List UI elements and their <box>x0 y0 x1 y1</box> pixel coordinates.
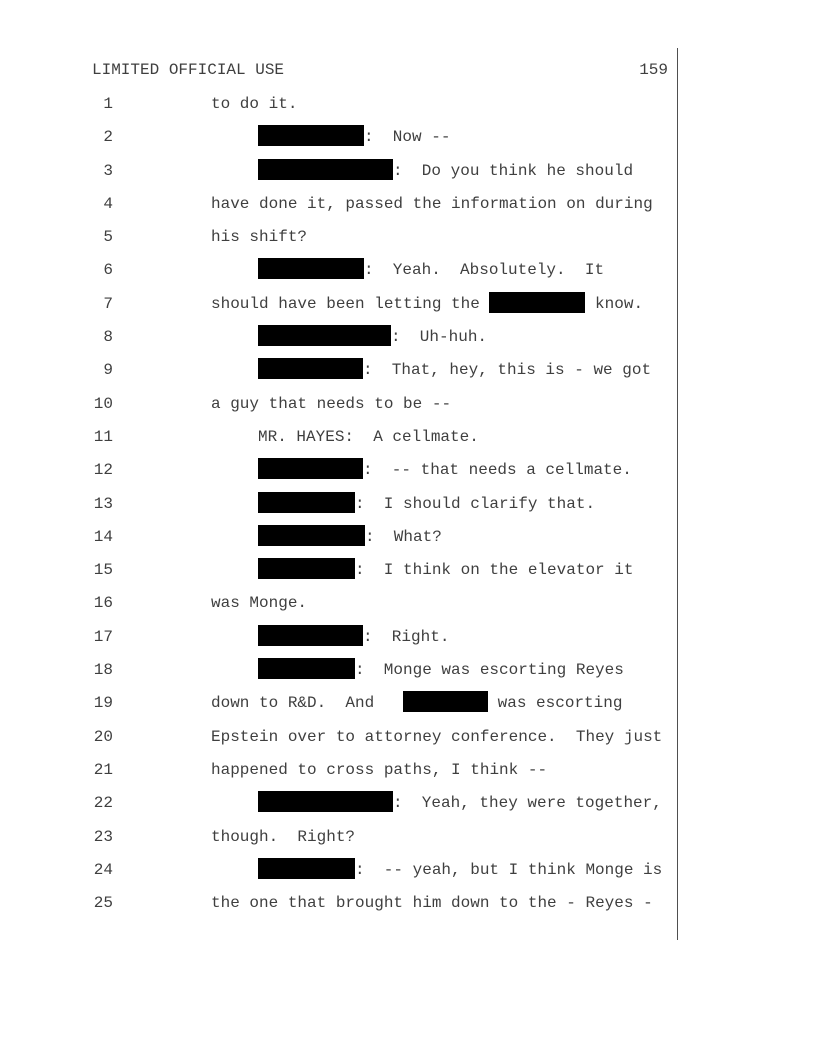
transcript-line <box>92 421 692 454</box>
transcript-line <box>92 521 692 554</box>
line-number: 23 <box>93 827 113 846</box>
redaction-bar <box>258 125 364 146</box>
transcript-line <box>92 388 692 421</box>
transcript-line <box>92 121 692 154</box>
line-text: Epstein over to attorney conference. They just <box>211 727 663 746</box>
line-text: : -- yeah, but I think Monge is <box>258 854 662 887</box>
redaction-bar <box>489 292 585 313</box>
line-number: 11 <box>93 427 113 446</box>
transcript-line <box>92 354 692 387</box>
redaction-bar <box>258 258 364 279</box>
line-number: 20 <box>93 727 113 746</box>
line-number: 10 <box>93 394 113 413</box>
line-text: : Uh-huh. <box>258 321 487 354</box>
line-number: 25 <box>93 894 113 913</box>
line-number: 14 <box>93 527 113 546</box>
classification-marking: LIMITED OFFICIAL USE <box>92 61 285 79</box>
line-number: 2 <box>103 128 113 147</box>
line-number: 9 <box>103 361 113 380</box>
line-number: 3 <box>103 161 113 180</box>
transcript-line <box>92 88 692 121</box>
transcript-line <box>92 488 692 521</box>
line-text: happened to cross paths, I think -- <box>211 760 548 779</box>
transcript-line <box>92 587 692 620</box>
line-number: 24 <box>93 860 113 879</box>
redaction-bar <box>258 525 365 546</box>
line-number: 21 <box>93 760 113 779</box>
transcript-line <box>92 621 692 654</box>
redaction-bar <box>258 325 391 346</box>
line-text: to do it. <box>211 95 298 113</box>
transcript-line <box>92 188 692 221</box>
line-text: MR. HAYES: A cellmate. <box>258 427 479 446</box>
line-number: 19 <box>93 694 113 713</box>
transcript-line <box>92 554 692 587</box>
transcript-line <box>92 887 692 920</box>
line-text: the one that brought him down to the - Reyes - <box>211 894 653 913</box>
line-number: 6 <box>103 261 113 280</box>
redaction-bar <box>258 658 355 679</box>
line-text: : -- that needs a cellmate. <box>258 454 632 487</box>
line-number: 7 <box>103 294 113 313</box>
transcript-lines <box>92 88 692 920</box>
transcript-line <box>92 787 692 820</box>
redaction-bar <box>403 691 488 712</box>
redaction-bar <box>258 458 363 479</box>
transcript-line <box>92 687 692 720</box>
transcript-line <box>92 221 692 254</box>
transcript-line <box>92 155 692 188</box>
transcript-line <box>92 854 692 887</box>
redaction-bar <box>258 159 393 180</box>
line-number: 4 <box>103 194 113 213</box>
line-number: 15 <box>93 561 113 580</box>
line-text: : I think on the elevator it <box>258 554 633 587</box>
line-number: 8 <box>103 328 113 347</box>
line-text: : Right. <box>258 621 449 654</box>
line-text: : Do you think he should <box>258 155 633 188</box>
line-number: 16 <box>93 594 113 613</box>
redaction-bar <box>258 558 355 579</box>
transcript-line <box>92 721 692 754</box>
line-text: : That, hey, this is - we got <box>258 354 651 387</box>
line-text: a guy that needs to be -- <box>211 394 452 413</box>
line-text: : Yeah, they were together, <box>258 787 662 820</box>
transcript-line <box>92 321 692 354</box>
line-text: should have been letting the know. <box>211 288 643 321</box>
transcript-line <box>92 654 692 687</box>
line-number: 22 <box>93 794 113 813</box>
line-number: 18 <box>93 661 113 680</box>
line-text: : I should clarify that. <box>258 488 595 521</box>
redaction-bar <box>258 358 363 379</box>
line-text: : Yeah. Absolutely. It <box>258 254 604 287</box>
line-text: though. Right? <box>211 827 356 846</box>
line-number: 17 <box>93 627 113 646</box>
page-header <box>92 61 668 79</box>
transcript-line <box>92 754 692 787</box>
page-number: 159 <box>639 61 668 79</box>
line-number: 12 <box>93 461 113 480</box>
transcript-line <box>92 821 692 854</box>
line-number: 1 <box>103 95 113 113</box>
transcript-line <box>92 454 692 487</box>
line-text: his shift? <box>211 228 308 247</box>
redaction-bar <box>258 492 355 513</box>
transcript-line <box>92 254 692 287</box>
redaction-bar <box>258 791 393 812</box>
line-text: : What? <box>258 521 442 554</box>
line-text: down to R&D. And was escorting <box>211 687 622 720</box>
transcript-line <box>92 288 692 321</box>
line-text: have done it, passed the information on during <box>211 194 653 213</box>
line-number: 5 <box>103 228 113 247</box>
line-text: was Monge. <box>211 594 308 613</box>
line-text: : Monge was escorting Reyes <box>258 654 624 687</box>
line-number: 13 <box>93 494 113 513</box>
redaction-bar <box>258 625 363 646</box>
line-text: : Now -- <box>258 121 450 154</box>
redaction-bar <box>258 858 355 879</box>
